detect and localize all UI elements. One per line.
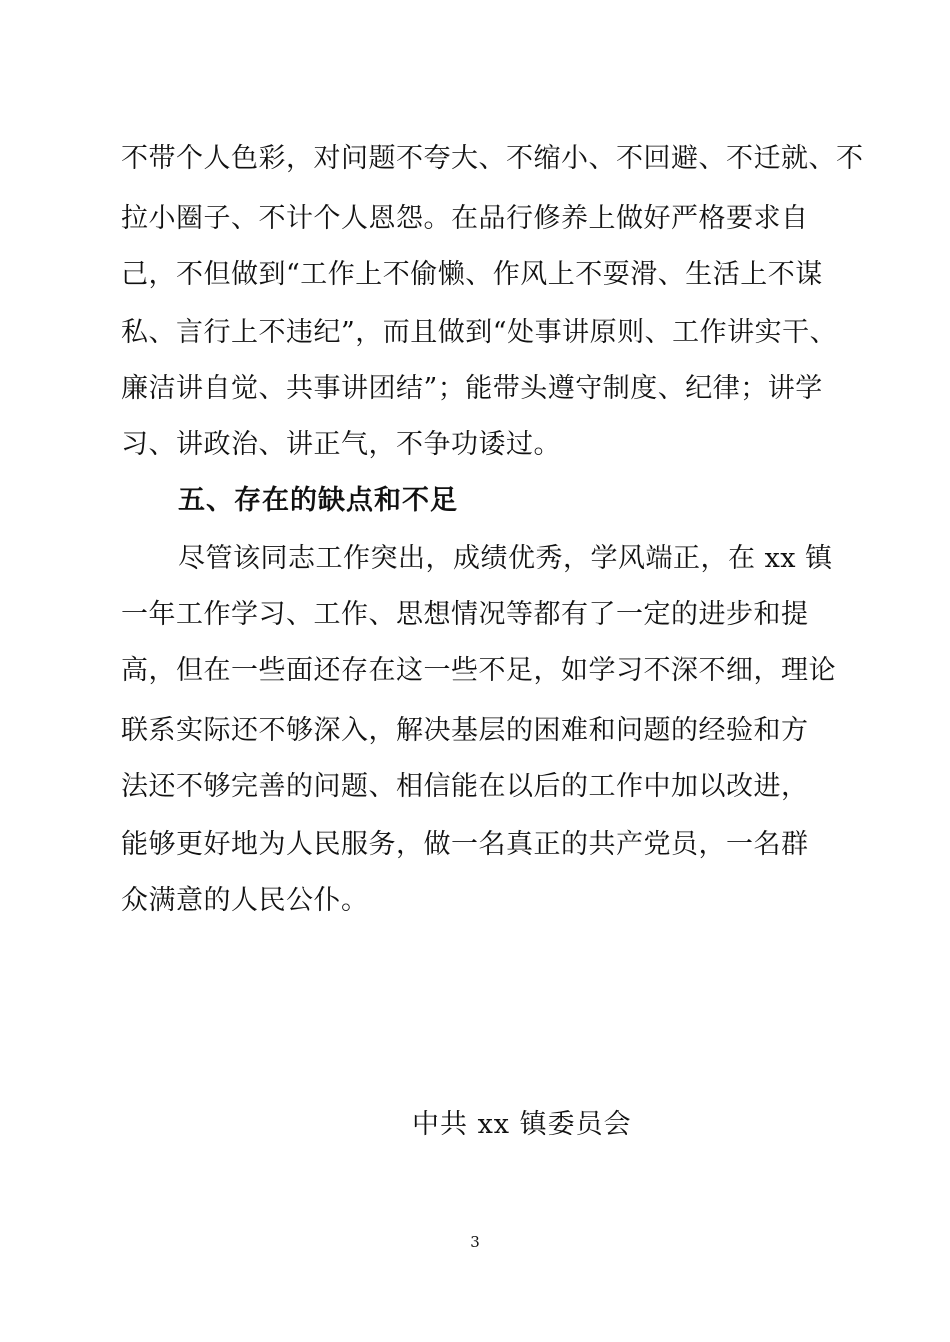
signature: 中共 xx 镇委员会 xyxy=(412,1109,632,1140)
paragraph-line: 法还不够完善的问题、相信能在以后的工作中加以改进， xyxy=(121,771,809,802)
paragraph-line: 习、讲政治、讲正气，不争功诿过。 xyxy=(121,429,561,460)
paragraph-line: 一年工作学习、工作、思想情况等都有了一定的进步和提 xyxy=(121,599,809,630)
paragraph-line: 廉洁讲自觉、共事讲团结”；能带头遵守制度、纪律；讲学 xyxy=(121,373,823,404)
section-heading: 五、存在的缺点和不足 xyxy=(178,485,458,516)
paragraph-line: 能够更好地为人民服务，做一名真正的共产党员，一名群 xyxy=(121,829,809,860)
paragraph-line: 尽管该同志工作突出，成绩优秀，学风端正，在 xx 镇 xyxy=(178,543,833,574)
paragraph-line: 联系实际还不够深入，解决基层的困难和问题的经验和方 xyxy=(121,715,809,746)
paragraph-line: 拉小圈子、不计个人恩怨。在品行修养上做好严格要求自 xyxy=(121,203,809,234)
paragraph-line: 私、言行上不违纪”，而且做到“处事讲原则、工作讲实干、 xyxy=(121,317,838,348)
page-number: 3 xyxy=(470,1233,480,1251)
paragraph-line: 众满意的人民公仆。 xyxy=(121,885,369,916)
paragraph-line: 高，但在一些面还存在这一些不足，如学习不深不细，理论 xyxy=(121,655,836,686)
paragraph-line: 己，不但做到“工作上不偷懒、作风上不耍滑、生活上不谋 xyxy=(121,259,823,290)
paragraph-line: 不带个人色彩，对问题不夸大、不缩小、不回避、不迁就、不 xyxy=(121,143,864,174)
